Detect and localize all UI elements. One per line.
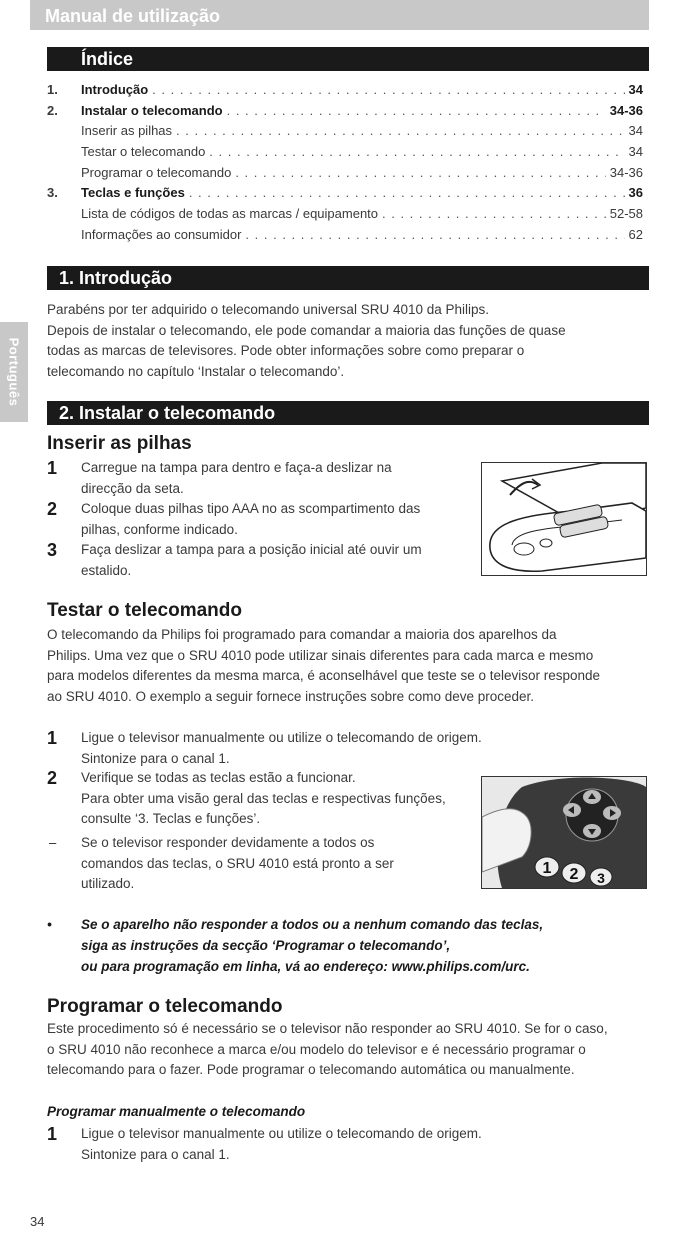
heading-testar: Testar o telecomando xyxy=(47,600,242,621)
intro-text: Parabéns por ter adquirido o telecomando universal SRU 4010 da Philips. Depois de instalar o telecomando, ele pode comandar a maioria das funções de quase todas as marcas de televisores. Pode obter informações sobre como preparar o telecomando no capítulo ‘Instalar o telecomando’. xyxy=(47,302,566,379)
test-step-1: 1 Ligue o televisor manualmente ou utilize o telecomando de origem. Sintonize para o canal 1. xyxy=(47,728,482,766)
toc-row[interactable]: Testar o telecomando . . . 34 xyxy=(47,144,643,165)
keypad-digit: 3 xyxy=(597,870,605,886)
battery-insertion-illustration xyxy=(481,462,647,576)
battery-step-2: 2 Coloque duas pilhas tipo AAA no as scompartimento das pilhas, conforme indicado. xyxy=(47,499,421,537)
table-of-contents xyxy=(47,82,643,248)
heading-programar-manual: Programar manualmente o telecomando xyxy=(47,1104,306,1119)
test-step-dash: – Se o televisor responder devidamente a todos os comandos das teclas, o SRU 4010 está pronto a ser utilizado. xyxy=(49,835,394,891)
toc-title: Índice xyxy=(47,47,649,71)
page-number: 34 xyxy=(30,1214,45,1229)
language-tab-label: Português xyxy=(6,337,22,407)
toc-row[interactable]: 3. Teclas e funções . . . 36 xyxy=(47,185,643,206)
test-step-2: 2 Verifique se todas as teclas estão a funcionar. Para obter uma visão geral das teclas e respectivas funções, consulte ‘3. Teclas e funções’. xyxy=(47,768,446,826)
program-intro-text: Este procedimento só é necessário se o televisor não responder ao SRU 4010. Se for o caso, o SRU 4010 não reconhece a marca e/ou modelo do televisor e é necessário programar o telecomando para o fazer. Pode programar o telecomando automática ou manualmente. xyxy=(47,1021,608,1077)
toc-row[interactable]: Lista de códigos de todas as marcas / equipamento . . . 52-58 xyxy=(47,206,643,227)
program-step-1: 1 Ligue o televisor manualmente ou utilize o telecomando de origem. Sintonize para o canal 1. xyxy=(47,1124,482,1162)
battery-step-1: 1 Carregue na tampa para dentro e faça-a deslizar na direcção da seta. xyxy=(47,458,392,496)
remote-keypad-icon xyxy=(482,777,646,888)
language-tab xyxy=(0,322,28,422)
manual-banner: Manual de utilização xyxy=(30,0,649,30)
toc-row[interactable]: 1. Introdução . . . 34 xyxy=(47,82,643,103)
toc-row[interactable]: Programar o telecomando . . . 34-36 xyxy=(47,165,643,186)
keypad-digit: 1 xyxy=(542,860,552,877)
section-introducao-title: 1. Introdução xyxy=(47,266,649,290)
keypad-digit: 2 xyxy=(569,866,579,883)
remote-keypad-illustration xyxy=(481,776,647,889)
toc-row[interactable]: Informações ao consumidor . . . 62 xyxy=(47,227,643,248)
toc-row[interactable]: Inserir as pilhas . . . 34 xyxy=(47,123,643,144)
remote-battery-icon xyxy=(482,463,646,575)
section-instalar-title: 2. Instalar o telecomando xyxy=(47,401,649,425)
test-intro-text: O telecomando da Philips foi programado para comandar a maioria dos aparelhos da Philips. Uma vez que o SRU 4010 pode utilizar sinais diferentes para cada marca e mesmo para modelos diferentes da mesma marca, é aconselhável que teste se o televisor responde ao SRU 4010. O exemplo a seguir fornece instruções sobre como deve proceder. xyxy=(47,627,601,704)
battery-step-3: 3 Faça deslizar a tampa para a posição inicial até ouvir um estalido. xyxy=(47,540,422,578)
test-note: • Se o aparelho não responder a todos ou a nenhum comando das teclas, siga as instruções da secção ‘Programar o telecomando’, ou para programação em linha, vá ao endereço: www.philips.com/urc. xyxy=(47,917,544,974)
heading-programar: Programar o telecomando xyxy=(47,996,283,1017)
heading-inserir-pilhas: Inserir as pilhas xyxy=(47,433,192,454)
toc-row[interactable]: 2. Instalar o telecomando . . . 34-36 xyxy=(47,103,643,124)
